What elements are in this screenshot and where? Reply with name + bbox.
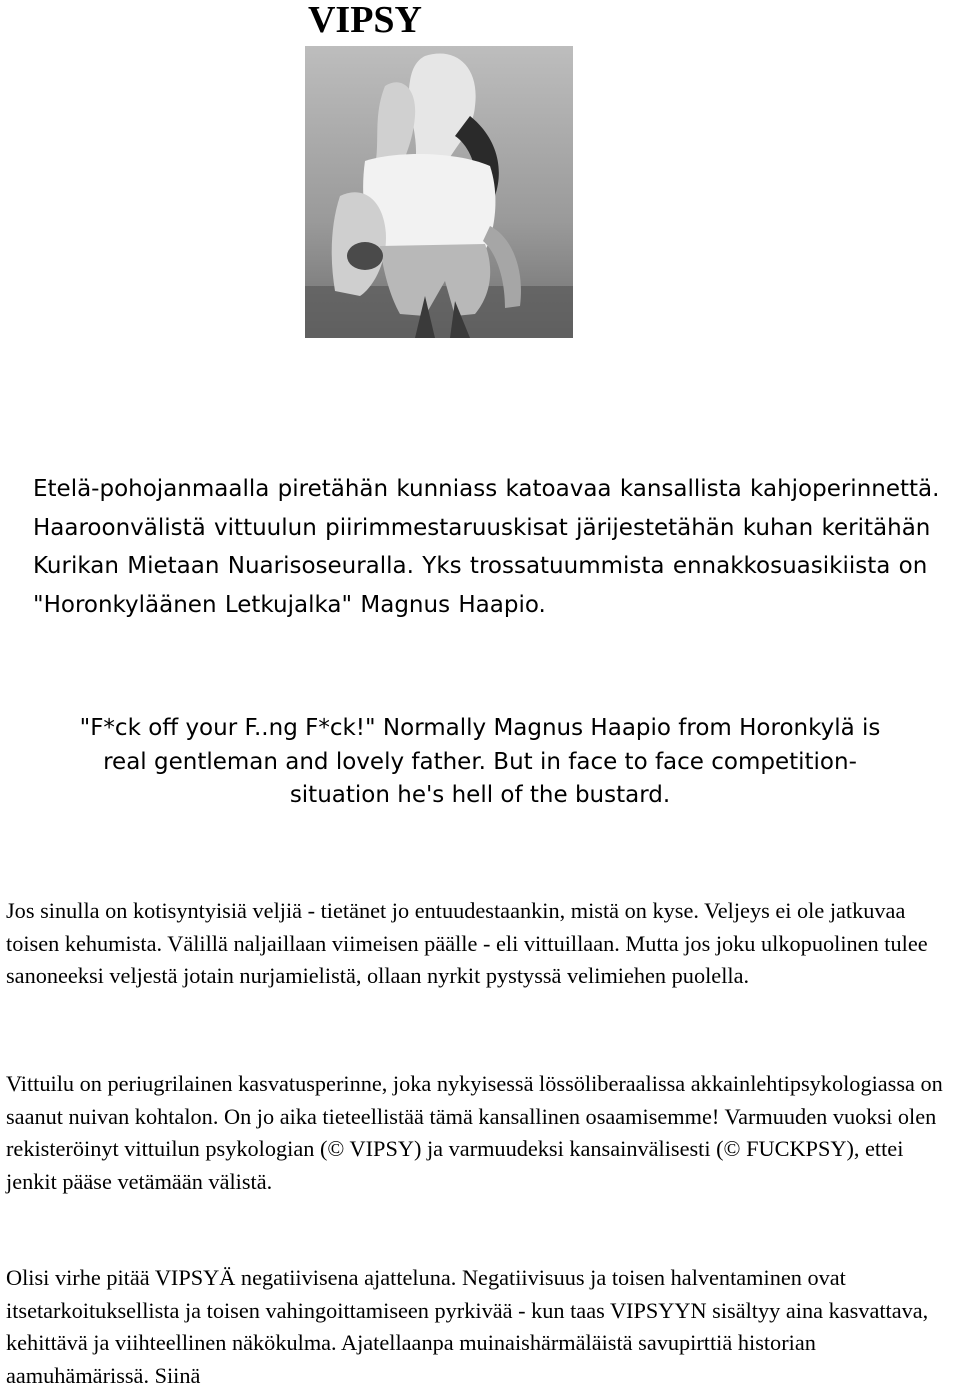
quote-paragraph (0, 712, 960, 813)
body-paragraph-vipsy: Vittuilu on periugrilainen kasvatusperinne, joka nykyisessä lössöliberaalissa akkainlehtipsykologiassa on saanut nuivan kohtalon. On jo aika tieteellistää tämä kansallinen osaamisemme! Varmuuden vuoksi olen rekisteröinyt vittuilun psykologian (© VIPSY) ja varmuudeksi kansainvälisesti (© FUCKPSY), ettei jenkit pääse vetämään välistä. (6, 1071, 943, 1194)
quote-line: "F*ck off your F..ng F*ck!" Normally Magnus Haapio from Horonkylä is (79, 715, 881, 741)
body-paragraph-brotherhood: Jos sinulla on kotisyntyisiä veljiä - tietänet jo entuudestaankin, mistä on kyse. Veljeys ei ole jatkuvaa toisen kehumista. Välillä naljaillaan viimeisen päälle - eli vittuillaan. Mutta jos joku ulkopuolinen tulee sanoneeksi veljestä jotain nurjamielistä, ollaan nyrkit pystyssä velimiehen puolella. (6, 898, 928, 988)
body-paragraph-negativity: Olisi virhe pitää VIPSYÄ negatiivisena ajatteluna. Negatiivisuus ja toisen halventaminen ovat itsetarkoituksellista ja toisen vahingoittamiseen pyrkivää - kun taas VIPSYYN sisältyy aina kasvattava, kehittävä ja viihteellinen näkökulma. Ajatellaanpa muinaishärmäläistä savupirttiä historian aamuhämärissä. Siinä (6, 1265, 929, 1388)
quote-line: real gentleman and lovely father. But in face to face competition- (103, 748, 857, 775)
intro-paragraph: Etelä-pohojanmaalla piretähän kunniass katoavaa kansallista kahjoperinnettä. Haaroonvälistä vittuulun piirimmestaruuskisat järijestetähän kuhan keritähän Kurikan Mietaan Nuarisoseuralla. Yks trossatuummista ennakkosuasikiista on "Horonkyläänen Letkujalka" Magnus Haapio. (33, 476, 940, 618)
quote-line: situation he's hell of the bustard. (289, 782, 671, 808)
page-title: VIPSY (307, 0, 423, 41)
photo-icon (305, 46, 573, 338)
